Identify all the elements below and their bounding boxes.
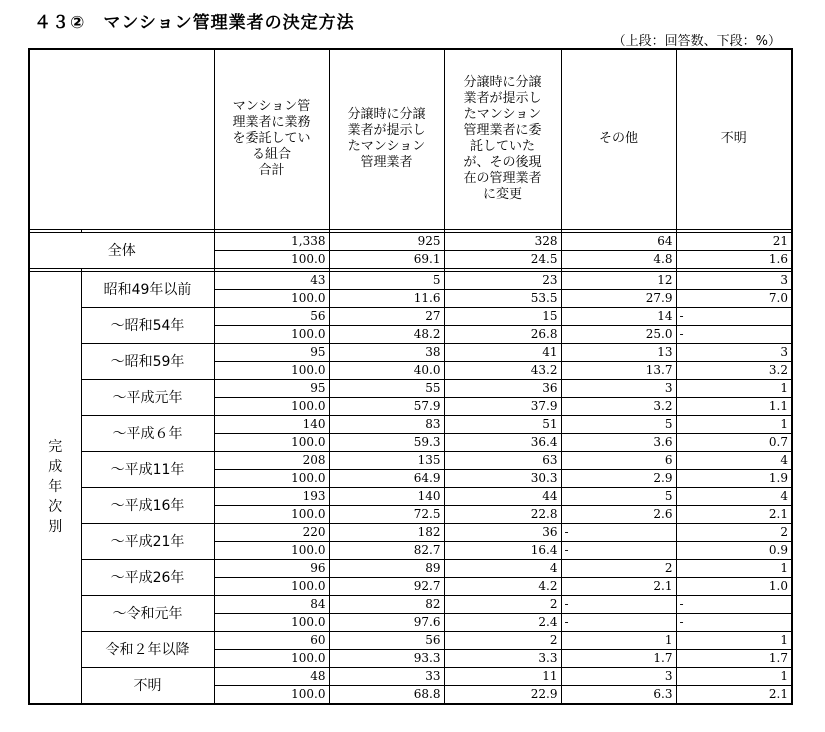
count-value: - [679, 596, 684, 611]
percent-value: 37.9 [445, 397, 561, 415]
count-value: 48 [310, 668, 326, 683]
table-row [29, 271, 792, 307]
value-cell [676, 523, 792, 559]
percent-value: 40.0 [330, 361, 444, 379]
header-corner [29, 49, 214, 229]
count-value: 41 [542, 344, 558, 359]
value-cell [561, 595, 676, 631]
count-value: 1 [780, 380, 788, 395]
percent-value: 100.0 [215, 361, 329, 379]
value-cell [676, 451, 792, 487]
count-value: 135 [417, 452, 441, 467]
count-value: 63 [542, 452, 558, 467]
percent-value: 2.1 [562, 577, 676, 595]
count-value: 3 [664, 380, 673, 395]
value-cell [444, 487, 561, 523]
value-cell [444, 631, 561, 667]
row-label: ～昭和54年 [81, 307, 214, 343]
row-label: ～平成11年 [81, 451, 214, 487]
count-value: 89 [425, 560, 441, 575]
percent-value: 13.7 [562, 361, 676, 379]
count-value: 140 [417, 488, 441, 503]
table-row [29, 523, 792, 559]
header-unknown: 不明 [676, 49, 792, 229]
count-value: 96 [310, 560, 326, 575]
count-value: 51 [542, 416, 558, 431]
count-value: 5 [664, 488, 673, 503]
table-row [29, 631, 792, 667]
count-value: 14 [657, 308, 673, 323]
percent-value: 30.3 [445, 469, 561, 487]
count-value: - [679, 308, 684, 323]
count-value: 182 [417, 524, 441, 539]
percent-value: 4.8 [562, 250, 676, 268]
count-value: 64 [657, 233, 673, 248]
percent-value: 6.3 [562, 685, 676, 703]
value-cell [676, 667, 792, 704]
count-value: 23 [542, 272, 558, 287]
count-value: 208 [302, 452, 326, 467]
percent-value: 97.6 [330, 613, 444, 631]
overall-label: 全体 [29, 232, 214, 268]
count-value: 6 [664, 452, 673, 467]
percent-value: 2.6 [562, 505, 676, 523]
count-value: 1,338 [291, 233, 326, 248]
table-row [29, 307, 792, 343]
percent-value: 3.6 [562, 433, 676, 451]
row-label: ～平成16年 [81, 487, 214, 523]
count-value: 43 [310, 272, 326, 287]
value-cell [444, 343, 561, 379]
row-label: ～平成元年 [81, 379, 214, 415]
value-cell [214, 595, 329, 631]
row-label: ～平成６年 [81, 415, 214, 451]
count-value: 2 [549, 596, 558, 611]
count-value: 11 [542, 668, 558, 683]
percent-value: 3.2 [562, 397, 676, 415]
results-table [28, 48, 793, 705]
value-cell [329, 379, 444, 415]
unit-note: （上段：回答数、下段：%） [612, 34, 781, 49]
percent-value: 92.7 [330, 577, 444, 595]
percent-value: 1.9 [677, 469, 792, 487]
value-cell [329, 523, 444, 559]
percent-value: 2.1 [677, 505, 792, 523]
value-cell [214, 523, 329, 559]
count-value: 60 [310, 632, 326, 647]
row-label: ～昭和59年 [81, 343, 214, 379]
table-row [29, 487, 792, 523]
value-cell [444, 415, 561, 451]
percent-value: 100.0 [215, 397, 329, 415]
percent-value: 100.0 [215, 649, 329, 667]
value-cell [561, 487, 676, 523]
percent-value: 7.0 [677, 289, 792, 307]
count-value: 2 [664, 560, 673, 575]
count-value: 44 [542, 488, 558, 503]
value-cell [676, 343, 792, 379]
count-value: 82 [425, 596, 441, 611]
value-cell [214, 415, 329, 451]
count-value: 56 [310, 308, 326, 323]
header-row [29, 49, 792, 229]
count-value: 13 [657, 344, 673, 359]
count-value: 5 [664, 416, 673, 431]
percent-value: 1.1 [677, 397, 792, 415]
count-value: 15 [542, 308, 558, 323]
percent-value: 100.0 [215, 250, 329, 268]
value-cell [561, 232, 676, 268]
row-label: 不明 [81, 667, 214, 704]
value-cell [561, 271, 676, 307]
value-cell [214, 379, 329, 415]
count-value: - [564, 524, 569, 539]
row-label: ～令和元年 [81, 595, 214, 631]
percent-value: 100.0 [215, 433, 329, 451]
value-cell [444, 232, 561, 268]
percent-value: 1.7 [562, 649, 676, 667]
percent-value: 26.8 [445, 325, 561, 343]
percent-value: 22.8 [445, 505, 561, 523]
value-cell [444, 379, 561, 415]
percent-value: 68.8 [330, 685, 444, 703]
percent-value: - [677, 325, 792, 343]
percent-value: 24.5 [445, 250, 561, 268]
count-value: 55 [425, 380, 441, 395]
value-cell [676, 415, 792, 451]
count-value: 4 [780, 488, 788, 503]
table-row [29, 595, 792, 631]
row-label: 昭和49年以前 [81, 271, 214, 307]
value-cell [676, 595, 792, 631]
value-cell [561, 379, 676, 415]
percent-value: 64.9 [330, 469, 444, 487]
count-value: 1 [780, 416, 788, 431]
value-cell [561, 415, 676, 451]
count-value: 220 [302, 524, 326, 539]
count-value: 1 [780, 560, 788, 575]
count-value: 2 [549, 632, 558, 647]
count-value: 27 [425, 308, 441, 323]
percent-value: 36.4 [445, 433, 561, 451]
value-cell [561, 307, 676, 343]
table-row [29, 379, 792, 415]
percent-value: 43.2 [445, 361, 561, 379]
overall-row [29, 232, 792, 268]
count-value: 36 [542, 524, 558, 539]
value-cell [444, 451, 561, 487]
value-cell [214, 343, 329, 379]
percent-value: 1.6 [677, 250, 792, 268]
percent-value: 16.4 [445, 541, 561, 559]
percent-value: - [562, 541, 676, 559]
count-value: 4 [549, 560, 558, 575]
count-value: 3 [780, 344, 788, 359]
count-value: 36 [542, 380, 558, 395]
percent-value: 27.9 [562, 289, 676, 307]
value-cell [444, 667, 561, 704]
percent-value: - [562, 613, 676, 631]
percent-value: 11.6 [330, 289, 444, 307]
percent-value: 4.2 [445, 577, 561, 595]
value-cell [676, 307, 792, 343]
group-label: 完 成 年 次 別 [29, 271, 81, 704]
percent-value: 3.2 [677, 361, 792, 379]
value-cell [676, 379, 792, 415]
header-total: マンション管 理業者に業務 を委託してい る組合 合計 [214, 49, 329, 229]
percent-value: 57.9 [330, 397, 444, 415]
value-cell [676, 271, 792, 307]
percent-value: 59.3 [330, 433, 444, 451]
percent-value: 72.5 [330, 505, 444, 523]
count-value: 21 [772, 233, 788, 248]
count-value: 3 [780, 272, 788, 287]
value-cell [561, 523, 676, 559]
table-row [29, 559, 792, 595]
percent-value: 100.0 [215, 685, 329, 703]
value-cell [214, 307, 329, 343]
value-cell [214, 559, 329, 595]
value-cell [329, 343, 444, 379]
percent-value: - [677, 613, 792, 631]
value-cell [329, 271, 444, 307]
header-developer-designated: 分譲時に分譲 業者が提示し たマンション 管理業者 [329, 49, 444, 229]
value-cell [329, 451, 444, 487]
value-cell [561, 343, 676, 379]
value-cell [676, 559, 792, 595]
value-cell [444, 307, 561, 343]
percent-value: 1.0 [677, 577, 792, 595]
value-cell [444, 595, 561, 631]
count-value: 95 [310, 380, 326, 395]
percent-value: 0.7 [677, 433, 792, 451]
value-cell [676, 232, 792, 268]
percent-value: 82.7 [330, 541, 444, 559]
percent-value: 100.0 [215, 325, 329, 343]
value-cell [329, 667, 444, 704]
value-cell [444, 271, 561, 307]
header-other: その他 [561, 49, 676, 229]
value-cell [329, 232, 444, 268]
header-changed-later: 分譲時に分譲 業者が提示し たマンション 管理業者に委 託していた が、その後現 在の管理業者 に変更 [444, 49, 561, 229]
table-row [29, 667, 792, 704]
value-cell [214, 667, 329, 704]
count-value: 3 [664, 668, 673, 683]
count-value: 5 [432, 272, 441, 287]
value-cell [676, 487, 792, 523]
percent-value: 69.1 [330, 250, 444, 268]
value-cell [561, 559, 676, 595]
percent-value: 2.1 [677, 685, 792, 703]
percent-value: 1.7 [677, 649, 792, 667]
count-value: 83 [425, 416, 441, 431]
table-row [29, 415, 792, 451]
percent-value: 25.0 [562, 325, 676, 343]
percent-value: 100.0 [215, 613, 329, 631]
percent-value: 2.9 [562, 469, 676, 487]
count-value: 95 [310, 344, 326, 359]
row-label: 令和２年以降 [81, 631, 214, 667]
percent-value: 3.3 [445, 649, 561, 667]
percent-value: 100.0 [215, 469, 329, 487]
value-cell [329, 487, 444, 523]
value-cell [214, 487, 329, 523]
count-value: 2 [780, 524, 788, 539]
percent-value: 100.0 [215, 577, 329, 595]
count-value: 84 [310, 596, 326, 611]
count-value: 925 [417, 233, 441, 248]
value-cell [561, 667, 676, 704]
percent-value: 100.0 [215, 289, 329, 307]
count-value: 4 [780, 452, 788, 467]
row-label: ～平成21年 [81, 523, 214, 559]
value-cell [214, 451, 329, 487]
page-title: ４３② マンション管理業者の決定方法 [34, 13, 355, 33]
count-value: 38 [425, 344, 441, 359]
count-value: 328 [534, 233, 558, 248]
count-value: - [564, 596, 569, 611]
percent-value: 0.9 [677, 541, 792, 559]
value-cell [676, 631, 792, 667]
value-cell [214, 271, 329, 307]
value-cell [329, 307, 444, 343]
row-label: ～平成26年 [81, 559, 214, 595]
percent-value: 22.9 [445, 685, 561, 703]
count-value: 1 [780, 668, 788, 683]
value-cell [329, 559, 444, 595]
value-cell [329, 415, 444, 451]
count-value: 56 [425, 632, 441, 647]
table-row [29, 451, 792, 487]
value-cell [329, 595, 444, 631]
percent-value: 2.4 [445, 613, 561, 631]
value-cell [561, 631, 676, 667]
value-cell [561, 451, 676, 487]
percent-value: 48.2 [330, 325, 444, 343]
value-cell [329, 631, 444, 667]
table-row [29, 343, 792, 379]
value-cell [444, 559, 561, 595]
value-cell [444, 523, 561, 559]
count-value: 12 [657, 272, 673, 287]
percent-value: 100.0 [215, 505, 329, 523]
count-value: 140 [302, 416, 326, 431]
count-value: 1 [780, 632, 788, 647]
percent-value: 100.0 [215, 541, 329, 559]
percent-value: 93.3 [330, 649, 444, 667]
count-value: 1 [664, 632, 673, 647]
value-cell [214, 631, 329, 667]
value-cell [214, 232, 329, 268]
count-value: 33 [425, 668, 441, 683]
count-value: 193 [302, 488, 326, 503]
percent-value: 53.5 [445, 289, 561, 307]
